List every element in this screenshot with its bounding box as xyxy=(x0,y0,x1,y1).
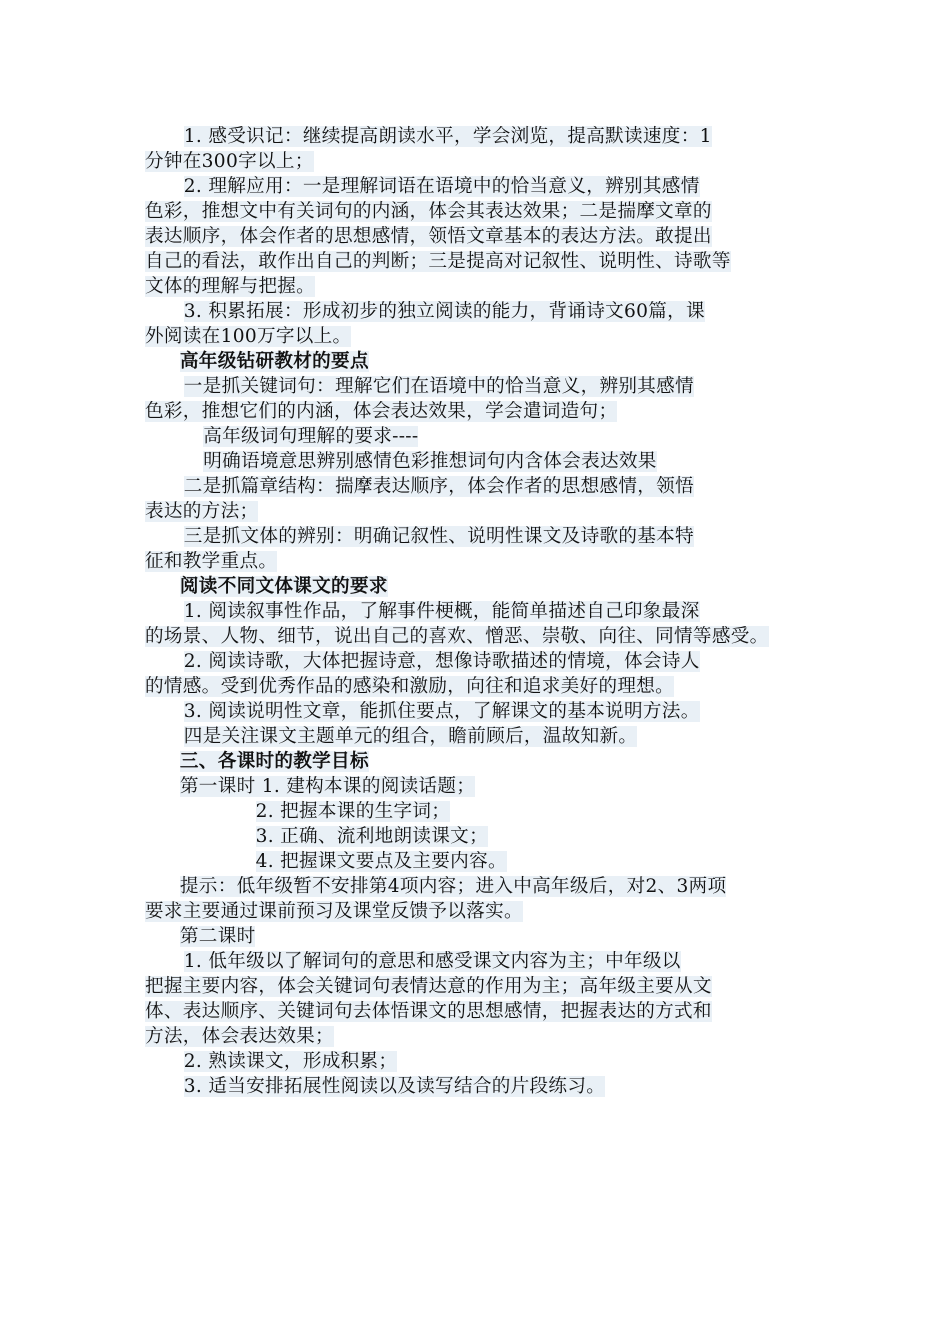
text-line xyxy=(145,1000,712,1025)
text-line xyxy=(145,500,258,525)
text-line xyxy=(180,925,256,950)
line-text: 四是关注课文主题单元的组合，瞻前顾后，温故知新。 xyxy=(183,726,638,747)
text-line xyxy=(145,975,712,1000)
text-line xyxy=(145,675,674,700)
text-line xyxy=(184,1050,398,1075)
line-text: 色彩，推想文中有关词句的内涵，体会其表达效果；二是揣摩文章的 xyxy=(145,201,712,222)
line-text: 1. 阅读叙事性作品，了解事件梗概，能简单描述自己印象最深 xyxy=(183,601,700,622)
text-line xyxy=(184,375,694,400)
heading-text: 阅读不同文体课文的要求 xyxy=(179,576,388,597)
line-text: 高年级词句理解的要求---- xyxy=(203,426,419,447)
line-text: 一是抓关键词句：理解它们在语境中的恰当意义，辨别其感情 xyxy=(183,376,694,397)
line-text: 方法，体会表达效果； xyxy=(145,1026,334,1047)
line-text: 提示：低年级暂不安排第4项内容；进入中高年级后，对2、3两项 xyxy=(179,876,727,897)
line-text: 第二课时 xyxy=(179,926,256,947)
line-text: 2. 熟读课文，形成积累； xyxy=(183,1051,398,1072)
line-text: 要求主要通过课前预习及课堂反馈予以落实。 xyxy=(145,901,523,922)
section-heading xyxy=(180,575,388,600)
text-line xyxy=(145,225,712,250)
text-line xyxy=(184,950,681,975)
line-text: 外阅读在100万字以上。 xyxy=(145,326,352,347)
line-text: 分钟在300字以上； xyxy=(145,151,314,172)
line-text: 3. 阅读说明性文章，能抓住要点，了解课文的基本说明方法。 xyxy=(183,701,700,722)
line-text: 三是抓文体的辨别：明确记叙性、说明性课文及诗歌的基本特 xyxy=(183,526,694,547)
line-text: 自己的看法，敢作出自己的判断；三是提高对记叙性、说明性、诗歌等 xyxy=(145,251,731,272)
line-text: 体、表达顺序、关键词句去体悟课文的思想感情，把握表达的方式和 xyxy=(145,1001,712,1022)
heading-text: 高年级钻研教材的要点 xyxy=(179,351,369,372)
text-line xyxy=(180,875,727,900)
line-text: 的情感。受到优秀作品的感染和激励，向往和追求美好的理想。 xyxy=(145,676,675,697)
line-text: 1. 感受识记：继续提高朗读水平，学会浏览，提高默读速度：1 xyxy=(183,126,712,147)
text-line xyxy=(145,625,769,650)
line-text: 把握主要内容，体会关键词句表情达意的作用为主；高年级主要从文 xyxy=(145,976,712,997)
line-text: 1. 低年级以了解词句的意思和感受课文内容为主；中年级以 xyxy=(183,951,681,972)
text-line xyxy=(145,400,617,425)
text-line xyxy=(184,1075,605,1100)
text-line xyxy=(145,150,314,175)
text-line xyxy=(145,550,277,575)
line-text: 色彩，推想它们的内涵，体会表达效果，学会遣词造句； xyxy=(145,401,618,422)
text-line xyxy=(184,175,700,200)
line-text: 明确语境意思辨别感情色彩推想词句内含体会表达效果 xyxy=(203,451,657,472)
text-line xyxy=(145,275,315,300)
line-text: 3. 正确、流利地朗读课文； xyxy=(255,826,488,847)
text-line xyxy=(145,325,351,350)
text-line xyxy=(203,425,418,450)
heading-text: 三、各课时的教学目标 xyxy=(179,751,369,772)
line-text: 第一课时 1. 建构本课的阅读话题； xyxy=(179,776,476,797)
line-text: 的场景、人物、细节，说出自己的喜欢、憎恶、崇敬、向往、同情等感受。 xyxy=(145,626,769,647)
text-line xyxy=(145,900,523,925)
text-line xyxy=(256,800,451,825)
line-text: 3. 积累拓展：形成初步的独立阅读的能力，背诵诗文60篇，课 xyxy=(183,301,705,322)
text-line xyxy=(180,775,475,800)
text-line xyxy=(184,475,694,500)
text-line xyxy=(184,600,700,625)
section-heading xyxy=(180,750,369,775)
line-text: 2. 理解应用：一是理解词语在语境中的恰当意义，辨别其感情 xyxy=(183,176,700,197)
line-text: 表达顺序，体会作者的思想感情，领悟文章基本的表达方法。敢提出 xyxy=(145,226,712,247)
line-text: 表达的方法； xyxy=(145,501,259,522)
text-line xyxy=(203,450,656,475)
line-text: 征和教学重点。 xyxy=(145,551,278,572)
section-heading xyxy=(180,350,369,375)
text-line xyxy=(184,300,705,325)
line-text: 2. 把握本课的生字词； xyxy=(255,801,451,822)
text-line xyxy=(184,125,712,150)
text-line xyxy=(145,200,712,225)
line-text: 二是抓篇章结构：揣摩表达顺序，体会作者的思想感情，领悟 xyxy=(183,476,694,497)
text-line xyxy=(184,525,694,550)
text-line xyxy=(184,650,700,675)
text-line xyxy=(145,250,731,275)
line-text: 4. 把握课文要点及主要内容。 xyxy=(255,851,507,872)
text-line xyxy=(256,825,488,850)
text-line xyxy=(256,850,507,875)
text-line xyxy=(184,725,637,750)
text-line xyxy=(184,700,700,725)
line-text: 3. 适当安排拓展性阅读以及读写结合的片段练习。 xyxy=(183,1076,606,1097)
line-text: 2. 阅读诗歌，大体把握诗意，想像诗歌描述的情境，体会诗人 xyxy=(183,651,700,672)
text-line xyxy=(145,1025,334,1050)
line-text: 文体的理解与把握。 xyxy=(145,276,316,297)
